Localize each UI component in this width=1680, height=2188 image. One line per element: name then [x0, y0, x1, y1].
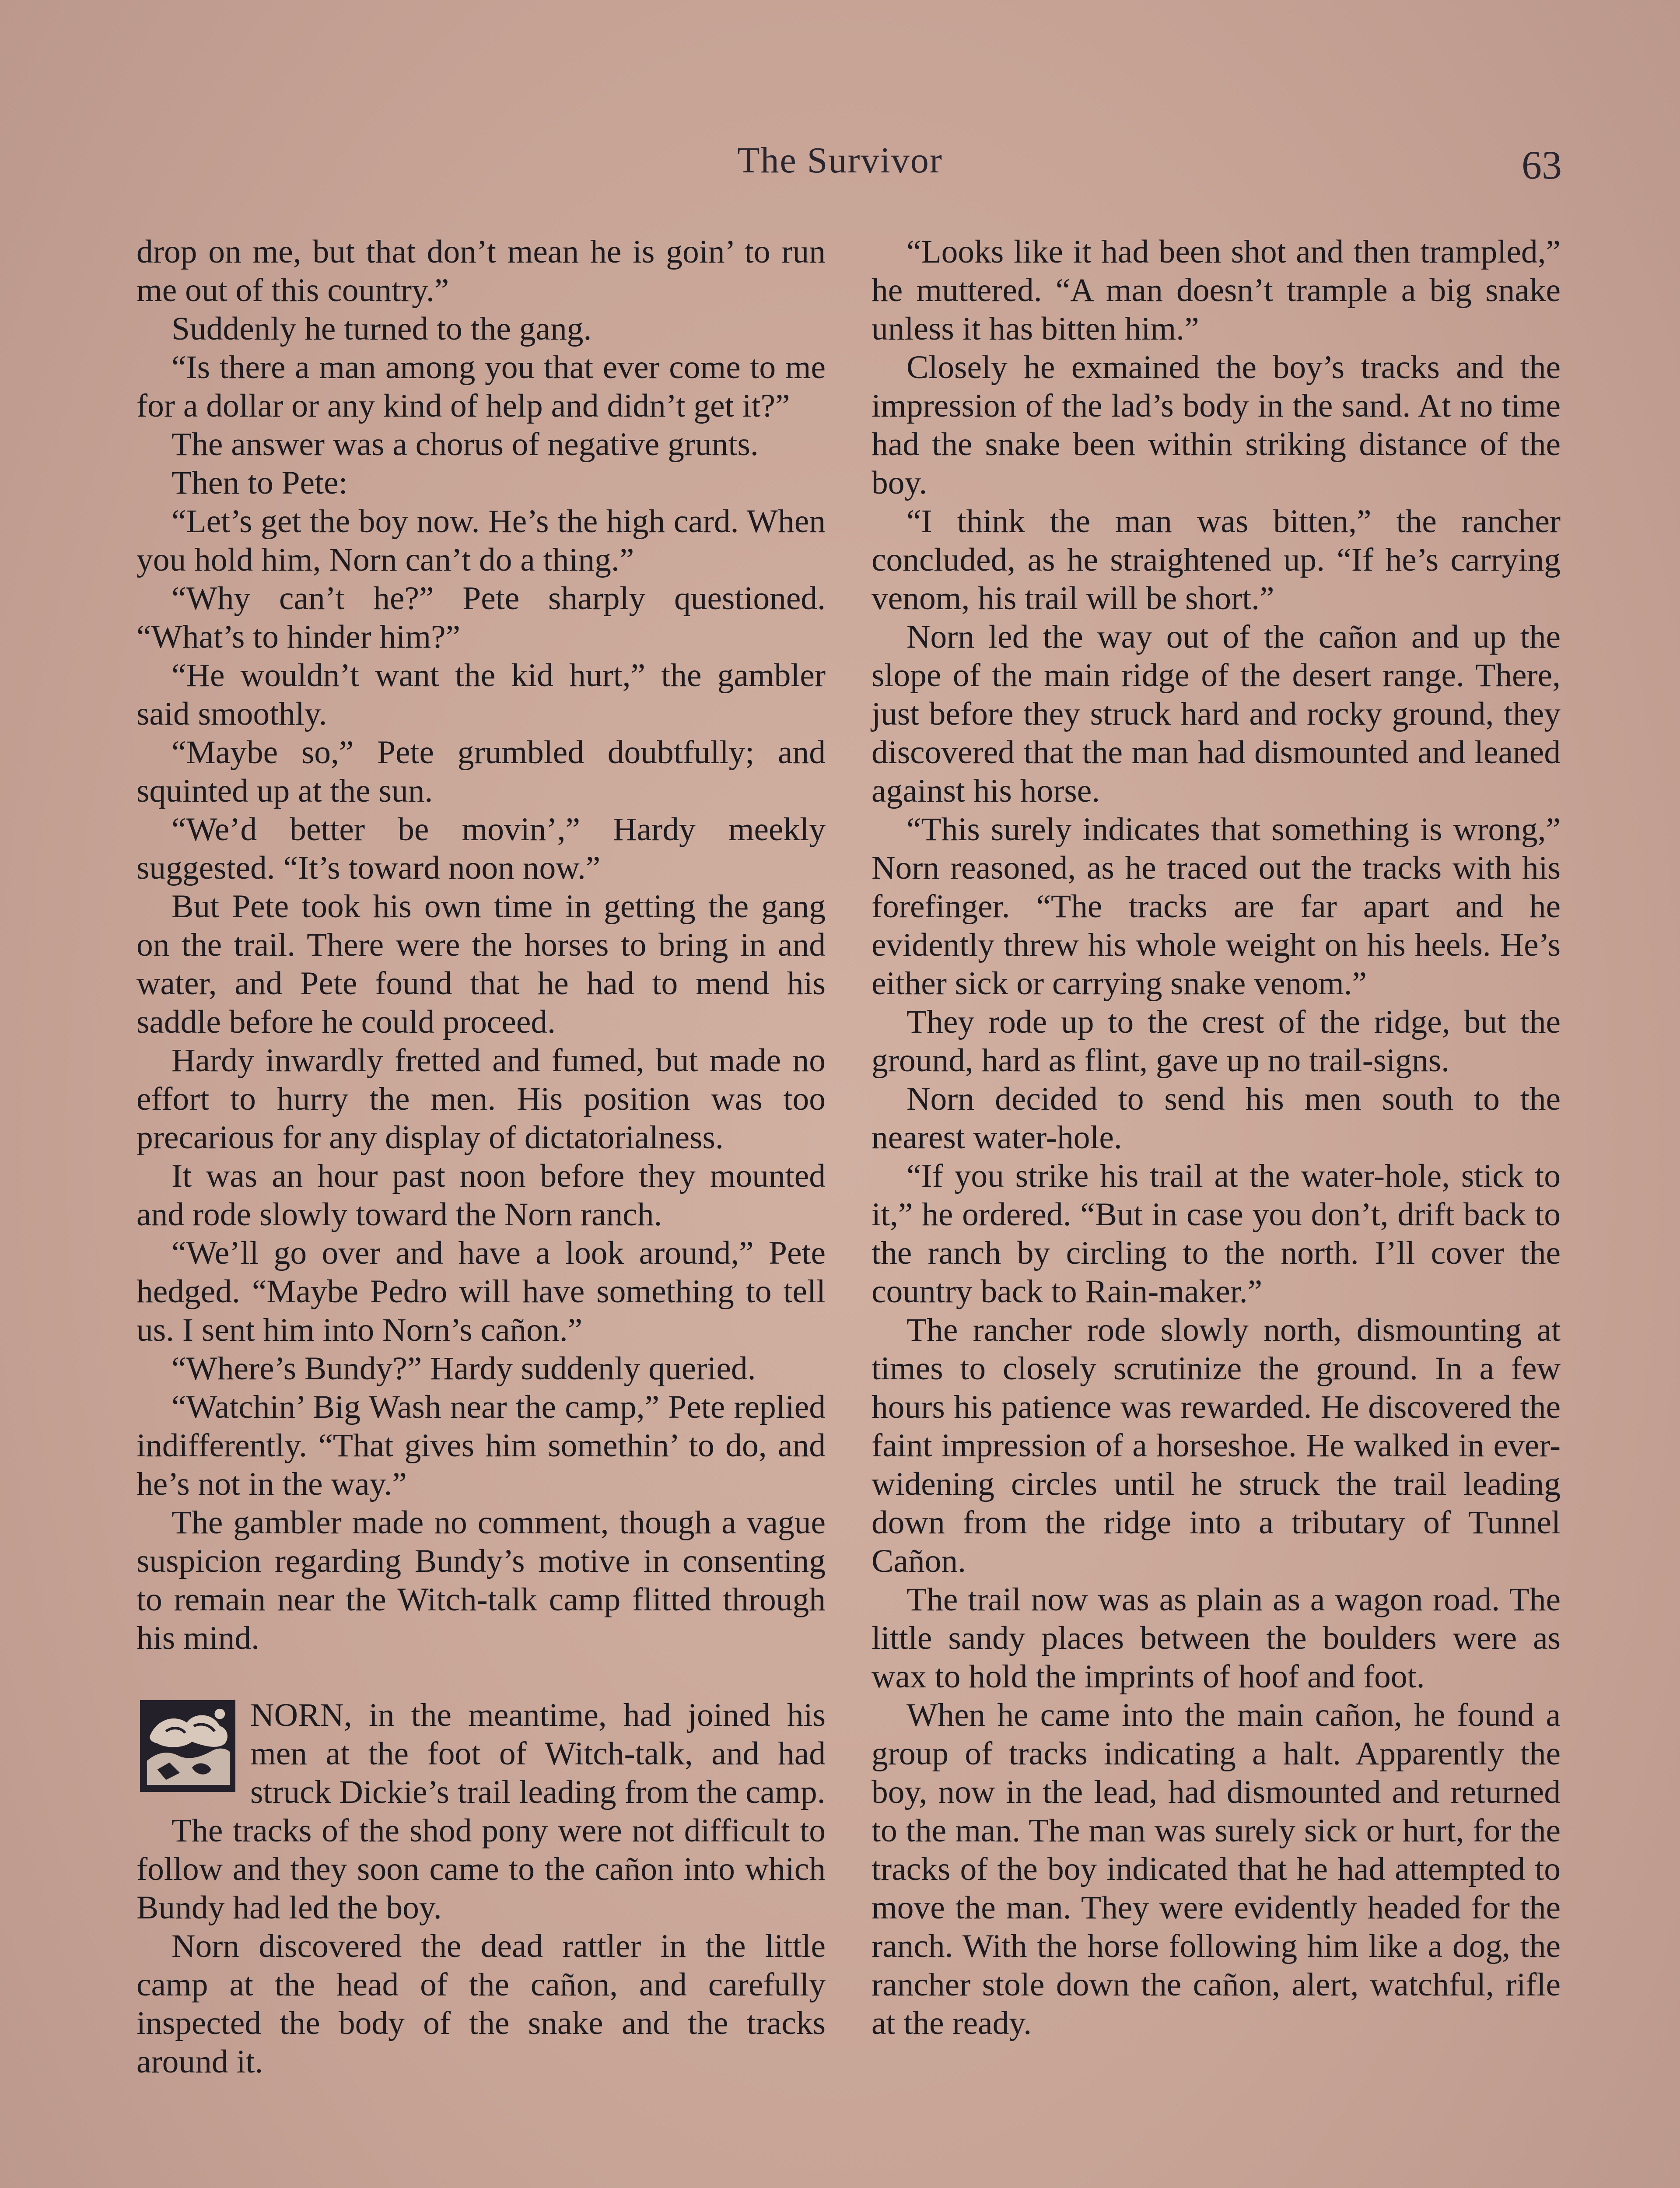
paragraph: “He wouldn’t want the kid hurt,” the gambler said smoothly. [136, 657, 826, 732]
paragraph: Suddenly he turned to the gang. [172, 311, 592, 347]
decorative-dropcap-icon [140, 1700, 235, 1792]
paragraph: Closely he exmained the boy’s tracks and the impression of the lad’s body in the sand. At no time had the snake been within striking distance of the boy. [872, 349, 1561, 501]
section-opening-text: NORN, in the meantime, had joined his men at the foot of Witch-talk, and had struck Dickie’s trail leading from the camp. [250, 1697, 826, 1810]
paragraph: The trail now was as plain as a wagon road. The little sandy places between the boulders were as wax to hold the imprints of hoof and foot. [872, 1581, 1561, 1695]
paragraph: They rode up to the crest of the ridge, but the ground, hard as flint, gave up no trail-signs. [872, 1004, 1561, 1079]
page-title: The Survivor [737, 140, 943, 181]
paragraph: It was an hour past noon before they mounted and rode slowly toward the Norn ranch. [136, 1158, 826, 1233]
right-column [872, 233, 1561, 2043]
paragraph: “Watchin’ Big Wash near the camp,” Pete replied indifferently. “That gives him somethin’ to do, and he’s not in the way.” [136, 1389, 826, 1502]
paragraph: drop on me, but that don’t mean he is goin’ to run me out of this country.” [136, 234, 826, 309]
paragraph: Norn decided to send his men south to the nearest water-hole. [872, 1081, 1561, 1156]
paragraph: “Looks like it had been shot and then trampled,” he muttered. “A man doesn’t trample a big snake unless it has bitten him.” [872, 234, 1561, 347]
paragraph: “Maybe so,” Pete grumbled doubtfully; and squinted up at the sun. [136, 734, 826, 809]
paragraph: “If you strike his trail at the water-hole, stick to it,” he ordered. “But in case you don’t, drift back to the ranch by circling to the north. I’ll cover the country back to Rain-maker.” [872, 1158, 1561, 1310]
paragraph: The answer was a chorus of negative grunts. [172, 426, 759, 463]
paragraph: Then to Pete: [172, 465, 348, 501]
paragraph: Hardy inwardly fretted and fumed, but made no effort to hurry the men. His position was too precarious for any display of dictatorialness. [136, 1042, 826, 1156]
paragraph: “We’ll go over and have a look around,” Pete hedged. “Maybe Pedro will have something to tell us. I sent him into Norn’s cañon.” [136, 1235, 826, 1348]
paragraph: “This surely indicates that something is wrong,” Norn reasoned, as he traced out the tracks with his forefinger. “The tracks are far apart and he evidently threw his whole weight on his heels. He’s either sick or carrying snake venom.” [872, 811, 1561, 1002]
page-number: 63 [1522, 143, 1562, 187]
paragraph: The rancher rode slowly north, dismounting at times to closely scrutinize the ground. In a few hours his patience was rewarded. He discovered the faint impression of a horseshoe. He walked in ever-widening circles until he struck the trail leading down from the ridge into a tributary of Tunnel Cañon. [872, 1312, 1561, 1579]
paragraph: “Let’s get the boy now. He’s the high card. When you hold him, Norn can’t do a thing.” [136, 503, 826, 578]
paragraph: “I think the man was bitten,” the rancher concluded, as he straightened up. “If he’s carrying venom, his trail will be short.” [872, 503, 1561, 617]
paragraph: “We’d better be movin’,” Hardy meekly suggested. “It’s toward noon now.” [136, 811, 826, 886]
paragraph: But Pete took his own time in getting the gang on the trail. There were the horses to bring in and water, and Pete found that he had to mend his saddle before he could proceed. [136, 888, 826, 1040]
paragraph: “Is there a man among you that ever come to me for a dollar or any kind of help and didn’t get it?” [136, 349, 826, 424]
paragraph: Norn led the way out of the cañon and up the slope of the main ridge of the desert range. There, just before they struck hard and rocky ground, they discovered that the man had dismounted and leaned against his horse. [872, 619, 1561, 809]
page-header [0, 139, 1680, 187]
paragraph: When he came into the main cañon, he found a group of tracks indicating a halt. Apparently the boy, now in the lead, had dismounted and returned to the man. The man was surely sick or hurt, for the tracks of the boy indicated that he had attempted to move the man. They were evidently headed for the ranch. With the horse following him like a dog, the rancher stole down the cañon, alert, watchful, rifle at the ready. [872, 1697, 1561, 2041]
left-column [136, 233, 826, 2081]
paragraph: Norn discovered the dead rattler in the little camp at the head of the cañon, and carefully inspected the body of the snake and the tracks around it. [136, 1928, 826, 2080]
section-opening-paragraph [136, 1696, 826, 1812]
paragraph: “Why can’t he?” Pete sharply questioned. “What’s to hinder him?” [136, 580, 826, 655]
paragraph: The tracks of the shod pony were not difficult to follow and they soon came to the cañon into which Bundy had led the boy. [136, 1813, 826, 1926]
paragraph: “Where’s Bundy?” Hardy suddenly queried. [172, 1350, 756, 1387]
section-break [136, 1658, 826, 1696]
paragraph: The gambler made no comment, though a vague suspicion regarding Bundy’s motive in consenting to remain near the Witch-talk camp flitted through his mind. [136, 1504, 826, 1656]
